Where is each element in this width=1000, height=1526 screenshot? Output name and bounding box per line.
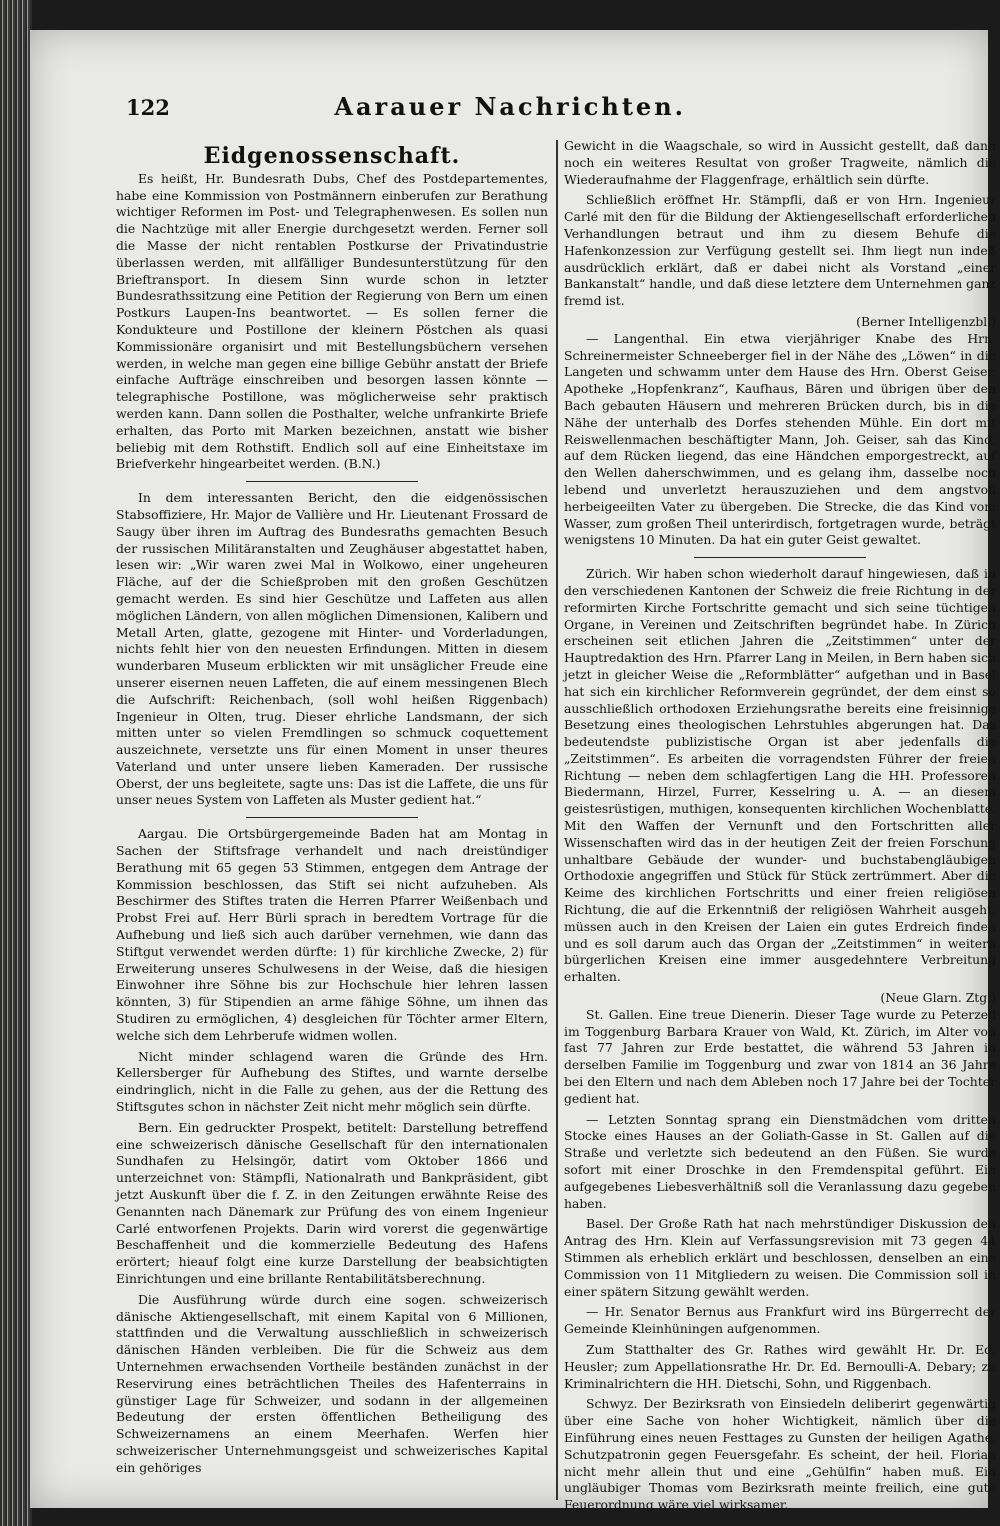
article-postal-reform: Es heißt, Hr. Bundesrath Dubs, Chef des Postdepartementes, habe eine Kommission von Postmännern einberufen zur Berathung wichtiger Reformen im Post- und Telegraphenwesen. Es sollen nun die Nachtzüge mit aller Energie durchgesetzt werden. Ferner soll die Masse der nicht rentablen Postkurse der Privatindustrie überlassen werden, mit allfälliger Bundesunterstützung für den Brieftransport. In diesem Sinn wurde schon in letzter Bundesrathssitzung eine Petition der Regierung von Bern um einen Postkurs Laupen-Ins beantwortet. — Es sollen ferner die Kondukteure und Postillone der kleinern Pöstchen als quasi Kommissionäre organisirt und mit Bestellungsbüchern versehen werden, in welche man gegen eine billige Gebühr anstatt der Briefe einfache Aufträge einschreiben und besorgen lassen könnte — telegraphische Postillone, was möglicherweise sehr praktisch werden kann. Dann sollen die Posthalter, welche unfrankirte Briefe erhalten, das Porto mit Marken bezeichnen, anstatt wie bisher beliebig mit dem Rothstift. Endlich soll auf eine Einheitstaxe im Briefverkehr hingearbeitet werden. (B.N.) bbox=[116, 170, 548, 472]
page-number: 122 bbox=[126, 95, 170, 120]
section-title: Eidgenossenschaft. bbox=[203, 143, 461, 169]
left-column bbox=[116, 143, 548, 1498]
article-aargau: Aargau. Die Ortsbürgergemeinde Baden hat am Montag in Sachen der Stiftsfrage verhandelt und nach dreistündiger Berathung mit 65 gegen 53 Stimmen, entgegen dem Antrage der Kommission beschlossen, das Stift sei nicht aufzuheben. Als Beschirmer des Stiftes traten die Herren Pfarrer Weißenbach und Probst Frei auf. Herr Bürli sprach in beredtem Vortrage für die Aufhebung und ließ sich auch darüber vernehmen, wie dann das Stiftgut verwendet werden dürfte: 1) für kirchliche Zwecke, 2) für Erweiterung unseres Schulwesens in der Weise, daß die hiesigen Einwohner ihre Söhne bis zur Hochschule hier lehren lassen könnten, 3) für Stipendien an arme fähige Söhne, um ihnen das Studiren zu ermöglichen, 4) desgleichen für Töchter armer Eltern, welche sich dem Lehrberufe widmen wollen. bbox=[116, 826, 548, 1043]
article-basel-3: Zum Statthalter des Gr. Rathes wird gewählt Hr. Dr. Ed. Heusler; zum Appellationsrathe Hr. Dr. Ed. Bernoulli-A. Debary; zu Kriminalrichtern die HH. Dietschi, Sohn, und Riggenbach. bbox=[564, 1341, 996, 1391]
article-bern-cont: Die Ausführung würde durch eine sogen. schweizerisch dänische Aktiengesellschaft, mit einem Kapital von 6 Millionen, stattfinden und die Verwaltung ausschließlich in schweizerisch dänischen Händen verbleiben. Die für die Schweiz aus dem Unternehmen erwachsenden Vortheile beständen zunächst in der Reservirung eines beträchtlichen Theiles des Hafenterrains in günstiger Lage für Schweizer, und sodann in der allgemeinen Bedeutung der ersten öffentlichen Betheiligung des Schweizernamens an einem Meerhafen. Werfen hier schweizerischer Unternehmungsgeist und schweizerisches Kapital ein gehöriges bbox=[116, 1291, 548, 1475]
article-aargau-cont: Nicht minder schlagend waren die Gründe des Hrn. Kellersberger für Aufhebung des Stiftes, und warnte derselbe eindringlich, nicht in die Falle zu gehen, aus der die Rettung des Stiftsgutes schon in nächster Zeit nicht mehr möglich sein dürfte. bbox=[116, 1048, 548, 1115]
article-bern-conclusion: Schließlich eröffnet Hr. Stämpfli, daß er von Hrn. Ingenieur Carlé mit den für die Bildung der Aktiengesellschaft erforderlichen Verhandlungen betraut und ihm zu diesem Behufe die Hafenkonzession zur Verfügung gestellt sei. Ihm liegt nun indeß ausdrücklich erklärt, daß er dabei nicht als Vorstand „einer Bankanstalt“ handle, und daß diese letztere dem Unternehmen ganz fremd ist. bbox=[564, 192, 997, 309]
newspaper-page bbox=[30, 30, 997, 1513]
article-langenthal: — Langenthal. Ein etwa vierjähriger Knabe des Hrn. Schreinermeister Schneeberger fiel in der Nähe des „Löwen“ in die Langeten und schwamm unter dem Hause des Hrn. Oberst Geiser, Apotheke „Hopfenkranz“, Kaufhaus, Bären und übrigen über den Bach gebauten Häusern und mehreren Brücken durch, bis in die Nähe der unterhalb des Dorfes stehenden Mühle. Ein dort mit Reiswellenmachen beschäftigter Mann, Joh. Geiser, sah das Kind, auf dem Rücken liegend, das eine Händchen emporgestreckt, auf den Wellen daherschwimmen, und es gelang ihm, dasselbe noch lebend und unverletzt herauszuziehen und dem angstvoll herbeigeeilten Vater zu übergeben. Die Strecke, die das Kind vom Wasser, zum großen Theil unterirdisch, fortgetragen wurde, beträgt wenigstens 10 Minuten. Da hat ein guter Geist gewaltet. bbox=[564, 330, 996, 548]
article-bern: Bern. Ein gedruckter Prospekt, betitelt: Darstellung betreffend eine schweizerisch dänische Gesellschaft für den internationalen Sundhafen zu Helsingör, datirt vom Oktober 1866 und unterzeichnet von: Stämpfli, Nationalrath und Bankpräsident, gibt jetzt Auskunft über die f. Z. in den Zeitungen erwähnte Reise des Genannten nach Dänemark zur Prüfung des von einem Ingenieur Carlé entworfenen Projekts. Darin wird vorerst die gegenwärtige Beschaffenheit und die kommerzielle Bedeutung des Hafens erörtert; hieauf folgt eine kurze Darstellung der beabsichtigten Einrichtungen und eine brillante Rentabilitätsberechnung. bbox=[116, 1119, 548, 1286]
source-credit: (Berner Intelligenzbl.) bbox=[856, 313, 996, 329]
column-divider bbox=[556, 140, 558, 1500]
source-credit: (Neue Glarn. Ztg.) bbox=[880, 990, 996, 1006]
article-st-gallen-2: — Letzten Sonntag sprang ein Dienstmädchen vom dritten Stocke eines Hauses an der Goliath-Gasse in St. Gallen auf die Straße und verletzte sich bedeutend an den Füßen. Sie wurde sofort mit einer Droschke in den Fremdenspital geführt. Ein aufgegebenes Liebesverhältniß soll die Veranlassung dazu gegeben haben. bbox=[564, 1111, 996, 1211]
page-header bbox=[126, 92, 686, 132]
right-column bbox=[564, 138, 997, 1513]
article-schwyz: Schwyz. Der Bezirksrath von Einsiedeln deliberirt gegenwärtig über eine Sache von hoher Wichtigkeit, nämlich über die Einführung eines neuen Festtages zu Gunsten der heiligen Agathe, Schutzpatronin gegen Feuersgefahr. Es scheint, der heil. Florian nicht mehr allein thut und eine „Gehülfin“ haben muß. Ein ungläubiger Thomas vom Bezirksrath meinte freilich, eine gute Feuerordnung wäre viel wirksamer. bbox=[564, 1396, 996, 1513]
article-basel: Basel. Der Große Rath hat nach mehrstündiger Diskussion den Antrag des Hrn. Klein auf Verfassungsrevision mit 73 gegen 44 Stimmen als erheblich erklärt und beschlossen, denselben an eine Commission von 11 Mitgliedern zu weisen. Die Commission soll in einer spätern Sitzung gewählt werden. bbox=[564, 1216, 996, 1299]
article-zurich: Zürich. Wir haben schon wiederholt darauf hingewiesen, daß in den verschiedenen Kantonen der Schweiz die freie Richtung in der reformirten Kirche Fortschritte gemacht und sich seine tüchtigen Organe, in Vereinen und Zeitschriften begründet habe. In Zürich erscheinen seit etlichen Jahren die „Zeitstimmen“ unter der Hauptredaktion des Hrn. Pfarrer Lang in Meilen, in Bern haben sich jetzt in gleicher Weise die „Reformblätter“ aufgethan und in Basel hat sich ein kirchlicher Reformverein gegründet, der dem einst so ausschließlich orthodoxen Erziehungsrathe bereits eine freisinnige Besetzung eines theologischen Lehrstuhles abgerungen hat. Das bedeutendste publizistische Organ ist aber jedenfalls die „Zeitstimmen“. Es arbeiten die vorragendsten Führer der freien Richtung — neben dem schlagfertigen Lang die HH. Professoren Biedermann, Hirzel, Furrer, Kesselring u. A. — an diesem geistesrüstigen, muthigen, konsequenten kirchlichen Wochenblatte. Mit den Waffen der Vernunft und den Fortschritten aller Wissenschaften wird das in der heutigen Zeit der freien Forschung unhaltbare Gebäude der wunder- und buchstabengläubigen Orthodoxie angegriffen und Stück für Stück zertrümmert. Aber die Keime des kirchlichen Fortschritts und einer freien religiösen Richtung, die auf die Erkenntniß der religiösen Wahrheit ausgeht, müssen auch in den Kreisen der Laien ein gutes Erdreich finden und es soll darum auch das Organ der „Zeitstimmen“ in weitern bürgerlichen Kreisen eine immer ausgedehntere Verbreitung erhalten. bbox=[564, 566, 996, 985]
article-separator bbox=[694, 557, 867, 558]
article-separator bbox=[246, 481, 419, 482]
article-bern-end: Gewicht in die Waagschale, so wird in Aussicht gestellt, daß dann noch ein weiteres Resultat von großer Tragweite, nämlich die Wiederaufnahme der Flaggenfrage, erhältlich sein dürfte. bbox=[564, 138, 996, 187]
book-binding-edge bbox=[0, 0, 32, 1526]
article-basel-2: — Hr. Senator Bernus aus Frankfurt wird ins Bürgerrecht der Gemeinde Kleinhüningen aufgenommen. bbox=[564, 1304, 996, 1337]
masthead: Aarauer Nachrichten. bbox=[334, 92, 686, 121]
article-russian-report: In dem interessanten Bericht, den die eidgenössischen Stabsoffiziere, Hr. Major de Vallière und Hr. Lieutenant Frossard de Saugy über ihren im Auftrag des Bundesraths gemachten Besuch der russischen Militäranstalten und Zeughäuser abgestattet haben, lesen wir: „Wir waren zwei Mal in Wolkowo, einer ungeheuren Fläche, auf der die Schießproben mit den großen Geschützen gemacht werden. Es sind hier Geschütze und Laffeten aus allen möglichen Ländern, von allen möglichen Dimensionen, Kalibern und Metall Arten, glatte, gezogene mit Hinter- und Vorderladungen, nichts fehlt hier von den neuesten Erfindungen. Mitten in diesem wunderbaren Museum erblickten wir mit unsäglicher Freude eine unserer eisernen neuen Laffeten, die auf einem messingenen Blech die Aufschrift: Reichenbach, (soll wohl heißen Riggenbach) Ingenieur in Olten, trug. Dieser ehrliche Landsmann, der sich mitten unter so vielen Fremdlingen so schmuck coquettement auszeichnete, versetzte uns für einen Moment in unser theures Vaterland und unter unsere lieben Kameraden. Der russische Oberst, der uns begleitete, sagte uns: Das ist die Laffete, die uns für unser neues System von Laffeten als Muster gedient hat.“ bbox=[116, 490, 548, 808]
article-st-gallen: St. Gallen. Eine treue Dienerin. Dieser Tage wurde zu Peterzell im Toggenburg Barbara Krauer von Wald, Kt. Zürich, im Alter von fast 77 Jahren zur Erde bestattet, die während 53 Jahren in derselben Familie im Toggenburg und zwar von 1814 an 36 Jahre bei den Eltern und nach dem Ableben noch 17 Jahre bei der Tochter gedient hat. bbox=[564, 1006, 996, 1106]
article-separator bbox=[246, 817, 419, 818]
